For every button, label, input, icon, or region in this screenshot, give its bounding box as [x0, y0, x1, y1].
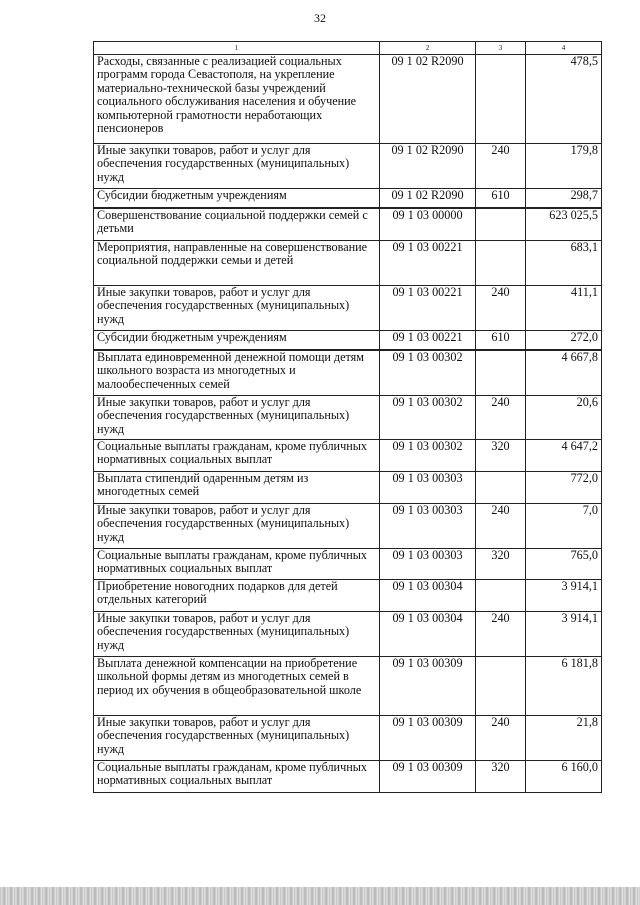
row-amount-cell: 3 914,1	[526, 612, 602, 657]
row-kind-cell: 610	[476, 331, 526, 351]
row-kind-cell	[476, 580, 526, 612]
row-code-cell: 09 1 02 R2090	[380, 189, 476, 209]
row-kind-cell: 240	[476, 144, 526, 189]
row-code-cell: 09 1 03 00304	[380, 580, 476, 612]
table-row	[94, 440, 602, 472]
row-amount-cell: 298,7	[526, 189, 602, 209]
table-row	[94, 504, 602, 549]
row-name-cell: Выплата единовременной денежной помощи детям школьного возраста из многодетных и малообеспеченных семей	[94, 350, 380, 396]
column-header-kind: 3	[476, 42, 526, 55]
table-row	[94, 612, 602, 657]
table-row	[94, 350, 602, 396]
row-code-cell: 09 1 03 00303	[380, 549, 476, 580]
row-amount-cell: 683,1	[526, 241, 602, 286]
row-code-cell: 09 1 03 00309	[380, 716, 476, 761]
row-amount-cell: 179,8	[526, 144, 602, 189]
column-header-name: 1	[94, 42, 380, 55]
table-row	[94, 55, 602, 144]
row-amount-cell: 20,6	[526, 396, 602, 440]
column-header-amount: 4	[526, 42, 602, 55]
table-row	[94, 144, 602, 189]
row-amount-cell: 772,0	[526, 472, 602, 504]
table-row	[94, 716, 602, 761]
row-code-cell: 09 1 03 00303	[380, 504, 476, 549]
table-row	[94, 472, 602, 504]
row-kind-cell: 610	[476, 189, 526, 209]
row-kind-cell: 240	[476, 612, 526, 657]
row-name-cell: Выплата денежной компенсации на приобретение школьной формы детям из многодетных семей в период их обучения в общеобразовательной школе	[94, 657, 380, 716]
budget-table	[93, 41, 602, 793]
row-kind-cell	[476, 657, 526, 716]
row-amount-cell: 272,0	[526, 331, 602, 351]
table-row	[94, 657, 602, 716]
row-name-cell: Приобретение новогодних подарков для детей отдельных категорий	[94, 580, 380, 612]
row-amount-cell: 6 181,8	[526, 657, 602, 716]
row-amount-cell: 411,1	[526, 286, 602, 331]
row-name-cell: Социальные выплаты гражданам, кроме публичных нормативных социальных выплат	[94, 440, 380, 472]
row-code-cell: 09 1 02 R2090	[380, 55, 476, 144]
row-code-cell: 09 1 03 00304	[380, 612, 476, 657]
row-name-cell: Субсидии бюджетным учреждениям	[94, 331, 380, 351]
row-name-cell: Иные закупки товаров, работ и услуг для обеспечения государственных (муниципальных) нужд	[94, 286, 380, 331]
table-row	[94, 241, 602, 286]
row-name-cell: Социальные выплаты гражданам, кроме публичных нормативных социальных выплат	[94, 549, 380, 580]
row-name-cell: Расходы, связанные с реализацией социальных программ города Севастополя, на укрепление материально-технической базы учреждений социального обслуживания населения и обучение компьютерной грамотности неработающих пенсионеров	[94, 55, 380, 144]
row-amount-cell: 3 914,1	[526, 580, 602, 612]
row-kind-cell: 320	[476, 761, 526, 793]
row-kind-cell: 240	[476, 716, 526, 761]
row-name-cell: Субсидии бюджетным учреждениям	[94, 189, 380, 209]
table-row	[94, 189, 602, 209]
row-amount-cell: 478,5	[526, 55, 602, 144]
row-kind-cell	[476, 241, 526, 286]
row-kind-cell	[476, 55, 526, 144]
table-row	[94, 331, 602, 351]
row-name-cell: Иные закупки товаров, работ и услуг для обеспечения государственных (муниципальных) нужд	[94, 612, 380, 657]
row-code-cell: 09 1 03 00000	[380, 208, 476, 241]
table-row	[94, 286, 602, 331]
row-amount-cell: 623 025,5	[526, 208, 602, 241]
scan-edge	[0, 887, 640, 905]
row-kind-cell: 320	[476, 549, 526, 580]
row-kind-cell: 240	[476, 286, 526, 331]
row-name-cell: Иные закупки товаров, работ и услуг для обеспечения государственных (муниципальных) нужд	[94, 504, 380, 549]
row-amount-cell: 4 667,8	[526, 350, 602, 396]
table-row	[94, 580, 602, 612]
row-code-cell: 09 1 03 00221	[380, 331, 476, 351]
row-name-cell: Мероприятия, направленные на совершенствование социальной поддержки семьи и детей	[94, 241, 380, 286]
row-code-cell: 09 1 03 00303	[380, 472, 476, 504]
row-name-cell: Иные закупки товаров, работ и услуг для обеспечения государственных (муниципальных) нужд	[94, 144, 380, 189]
row-code-cell: 09 1 03 00309	[380, 761, 476, 793]
page-number: 32	[314, 11, 326, 25]
row-kind-cell: 240	[476, 396, 526, 440]
row-code-cell: 09 1 03 00221	[380, 241, 476, 286]
row-code-cell: 09 1 02 R2090	[380, 144, 476, 189]
row-kind-cell	[476, 350, 526, 396]
row-code-cell: 09 1 03 00221	[380, 286, 476, 331]
row-kind-cell: 320	[476, 440, 526, 472]
column-header-code: 2	[380, 42, 476, 55]
row-kind-cell	[476, 472, 526, 504]
row-kind-cell: 240	[476, 504, 526, 549]
row-name-cell: Выплата стипендий одаренным детям из многодетных семей	[94, 472, 380, 504]
row-name-cell: Иные закупки товаров, работ и услуг для обеспечения государственных (муниципальных) нужд	[94, 396, 380, 440]
row-kind-cell	[476, 208, 526, 241]
row-amount-cell: 7,0	[526, 504, 602, 549]
table-row	[94, 761, 602, 793]
row-name-cell: Иные закупки товаров, работ и услуг для обеспечения государственных (муниципальных) нужд	[94, 716, 380, 761]
row-amount-cell: 6 160,0	[526, 761, 602, 793]
row-code-cell: 09 1 03 00302	[380, 350, 476, 396]
table-header-row	[94, 42, 602, 55]
table-row	[94, 396, 602, 440]
row-code-cell: 09 1 03 00302	[380, 440, 476, 472]
row-name-cell: Социальные выплаты гражданам, кроме публичных нормативных социальных выплат	[94, 761, 380, 793]
row-code-cell: 09 1 03 00302	[380, 396, 476, 440]
row-amount-cell: 21,8	[526, 716, 602, 761]
row-amount-cell: 4 647,2	[526, 440, 602, 472]
table-row	[94, 549, 602, 580]
row-name-cell: Совершенствование социальной поддержки семей с детьми	[94, 208, 380, 241]
row-amount-cell: 765,0	[526, 549, 602, 580]
row-code-cell: 09 1 03 00309	[380, 657, 476, 716]
table-row	[94, 208, 602, 241]
